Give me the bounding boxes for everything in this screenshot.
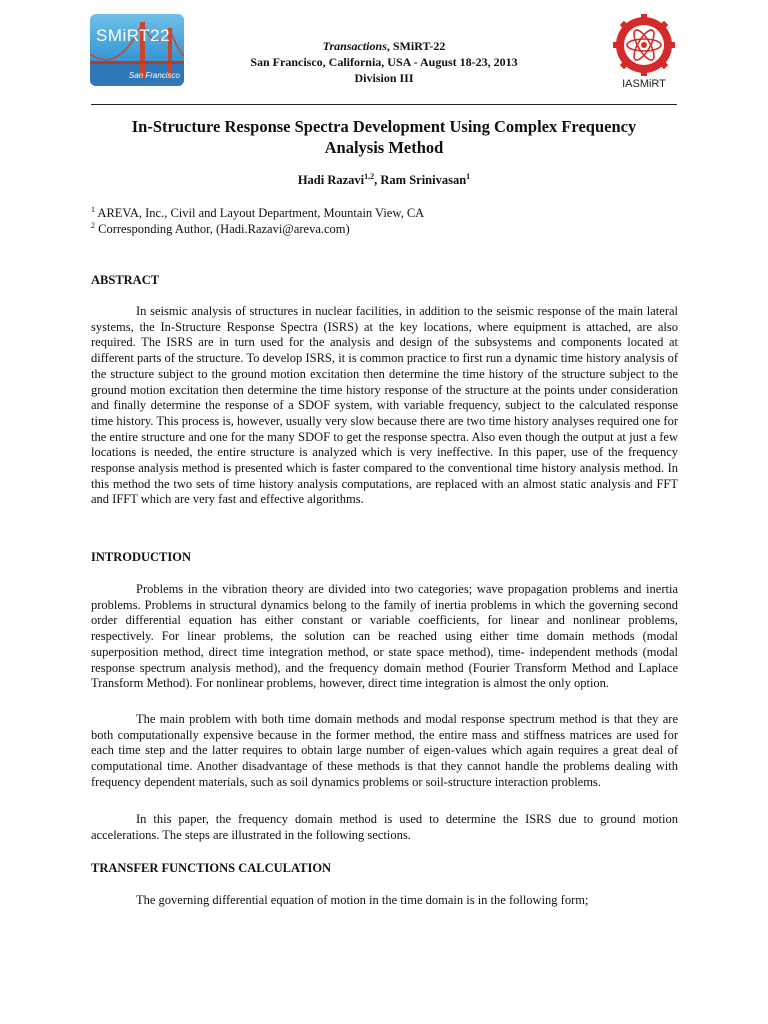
authors (0, 173, 768, 188)
affiliation-1-text: AREVA, Inc., Civil and Layout Department, Mountain View, CA (95, 206, 425, 220)
transfer-functions-paragraph-1: The governing differential equation of motion in the time domain is in the following form; (136, 893, 589, 907)
logo-right-text: IASMiRT (622, 78, 666, 90)
author-separator: , Ram Srinivasan (374, 173, 467, 187)
transactions-rest: , SMiRT-22 (386, 39, 446, 53)
conference-division: Division III (354, 71, 414, 85)
affiliation-1 (91, 206, 424, 221)
introduction-heading: INTRODUCTION (91, 550, 192, 564)
title-line-1: In-Structure Response Spectra Development Using Complex Frequency (131, 117, 637, 136)
transfer-functions-heading: TRANSFER FUNCTIONS CALCULATION (91, 861, 332, 875)
logo-left-text: SMiRT22 (96, 26, 171, 45)
affiliation-2-text: Corresponding Author, (Hadi.Razavi@areva.com) (95, 222, 350, 236)
affiliation-2-sup: 2 (91, 220, 95, 230)
author-1-sup: 1,2 (364, 171, 375, 181)
introduction-paragraph-1: Problems in the vibration theory are divided into two categories; wave propagation problems and inertia problems. Problems in structural dynamics belong to the family of inertia problems in which the governing second order differential equation has either constant or variable coefficients, for linear and nonlinear problems, respectively. For linear problems, the solution can be reached using either time domain methods (modal superposition method, direct time integration method, or state space method), time- independent methods (modal response spectrum analysis method), and the frequency domain method (Fourier Transform Method and Laplace Transform Method). For nonlinear problems, however, direct time integration is almost the only option. (91, 582, 678, 691)
affiliation-1-sup: 1 (91, 204, 95, 214)
logo-left-subtext: San Francisco (128, 71, 180, 80)
paper-title (91, 116, 677, 158)
title-line-2: Analysis Method (324, 138, 444, 157)
introduction-paragraph-3: In this paper, the frequency domain method is used to determine the ISRS due to ground motion accelerations. The steps are illustrated in the following sections. (91, 812, 678, 842)
transactions-italic: Transactions (322, 39, 387, 53)
author-2-sup: 1 (466, 171, 471, 181)
author-1: Hadi Razavi (297, 173, 365, 187)
abstract-paragraph: In seismic analysis of structures in nuclear facilities, in addition to the seismic response of the main lateral systems, the In-Structure Response Spectra (ISRS) at the key locations, where equipment is attached, are also required. The ISRS are in turn used for the analysis and design of the subsystems and components located at different parts of the structure. To develop ISRS, it is common practice to first run a dynamic time history analysis of the structure subject to the ground motion excitation then determine the time history of the structure subject to the ground motion excitation then determine the time history response of the structure at the points under consideration and finally determine the response of a SDOF system, with variable frequency, subject to the calculated response time history. This process is, however, usually very slow because there are two time history analyses required one for the entire structure and one for the many SDOF to get the response spectra. Also even though the output at just a few locations is needed, the entire structure is analyzed which is very ineffective. In this paper, use of the frequency response analysis method is presented which is faster compared to the conventional time history analysis method. In this method the two sets of time history analysis computations, are replaced with an almost static analysis and FFT and IFFT which are very fast and effective algorithms. (91, 304, 678, 507)
conference-transactions (0, 39, 768, 54)
abstract-heading: ABSTRACT (91, 273, 160, 287)
affiliation-2 (91, 222, 350, 237)
header-divider (91, 104, 677, 105)
introduction-paragraph-2: The main problem with both time domain methods and modal response spectrum method is that they are both computationally expensive because in the former method, the entire mass and stiffness matrices are used for each time step and the latter requires to obtain large number of eigen-values which again requires a great deal of computational time. Another disadvantage of these methods is that they cannot handle the problems dealing with frequency dependent materials, such as soil dynamics problems or soil-structure interaction problems. (91, 712, 678, 789)
conference-location: San Francisco, California, USA - August 18-23, 2013 (250, 55, 518, 69)
